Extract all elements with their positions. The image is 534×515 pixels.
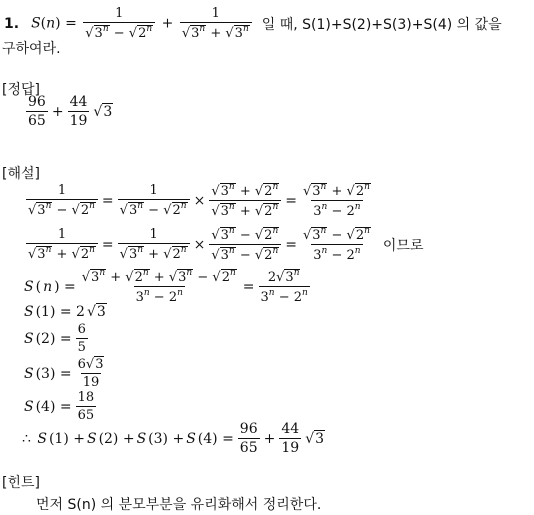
solution-rationalize-2: $\frac{1}{√3^n + √2^n}$ = $\frac{1}{√3^n + √2^n}$ × $\frac{√3^n - √2^n}{√3^n - √2^n}$ = $\frac{√3^n - √2^n}{3^n - 2^n}$ 이므로 — [28, 226, 424, 263]
answer-tag: [정답] — [2, 82, 40, 98]
solution-conclusion: ∴ S (1) + S (2) + S (3) + S (4) = $\frac{96}{65}$ + $\frac{44}{19}$ √3 — [22, 421, 325, 456]
solution-sn-formula: S ( n ) = $\frac{√3^n + √2^n + √3^n - √2^n}{3^n - 2^n}$ = $\frac{2√3^n}{3^n - 2^n}$ — [24, 268, 308, 305]
problem-line-2: 구하여라. — [2, 41, 61, 57]
problem-statement — [4, 6, 502, 41]
hint-text: 먼저 S(n) 의 분모부분을 유리화해서 정리한다. — [36, 497, 322, 513]
problem-number: 1. — [4, 15, 20, 32]
solution-rationalize-1: $\frac{1}{√3^n - √2^n}$ = $\frac{1}{√3^n - √2^n}$ × $\frac{√3^n + √2^n}{√3^n + √2^n}$ = $\frac{√3^n + √2^n}{3^n - 2^n}$ — [28, 182, 370, 219]
solution-s1: S (1) = 2 √3 — [24, 304, 106, 320]
problem-condition-text: 일 때, S(1)+S(2)+S(3)+S(4) 의 값을 — [261, 16, 502, 33]
answer-value: $\frac{96}{65}$ + $\frac{44}{19}$ √3 — [28, 94, 113, 129]
solution-s3: S (3) = $\frac{6√3}{19}$ — [24, 357, 104, 390]
solution-s2: S (2) = $\frac{6}{5}$ — [24, 322, 86, 355]
solution-s4: S (4) = $\frac{18}{65}$ — [24, 390, 95, 423]
solution-connector-text: 이므로 — [382, 237, 424, 254]
solution-tag: [해설] — [2, 166, 40, 182]
hint-tag: [힌트] — [2, 475, 40, 491]
problem-formula: S(n) = $\frac{1}{√3^n - √2^n}$ + $\frac{1}{√3^n + √3^n}$ — [31, 6, 254, 41]
